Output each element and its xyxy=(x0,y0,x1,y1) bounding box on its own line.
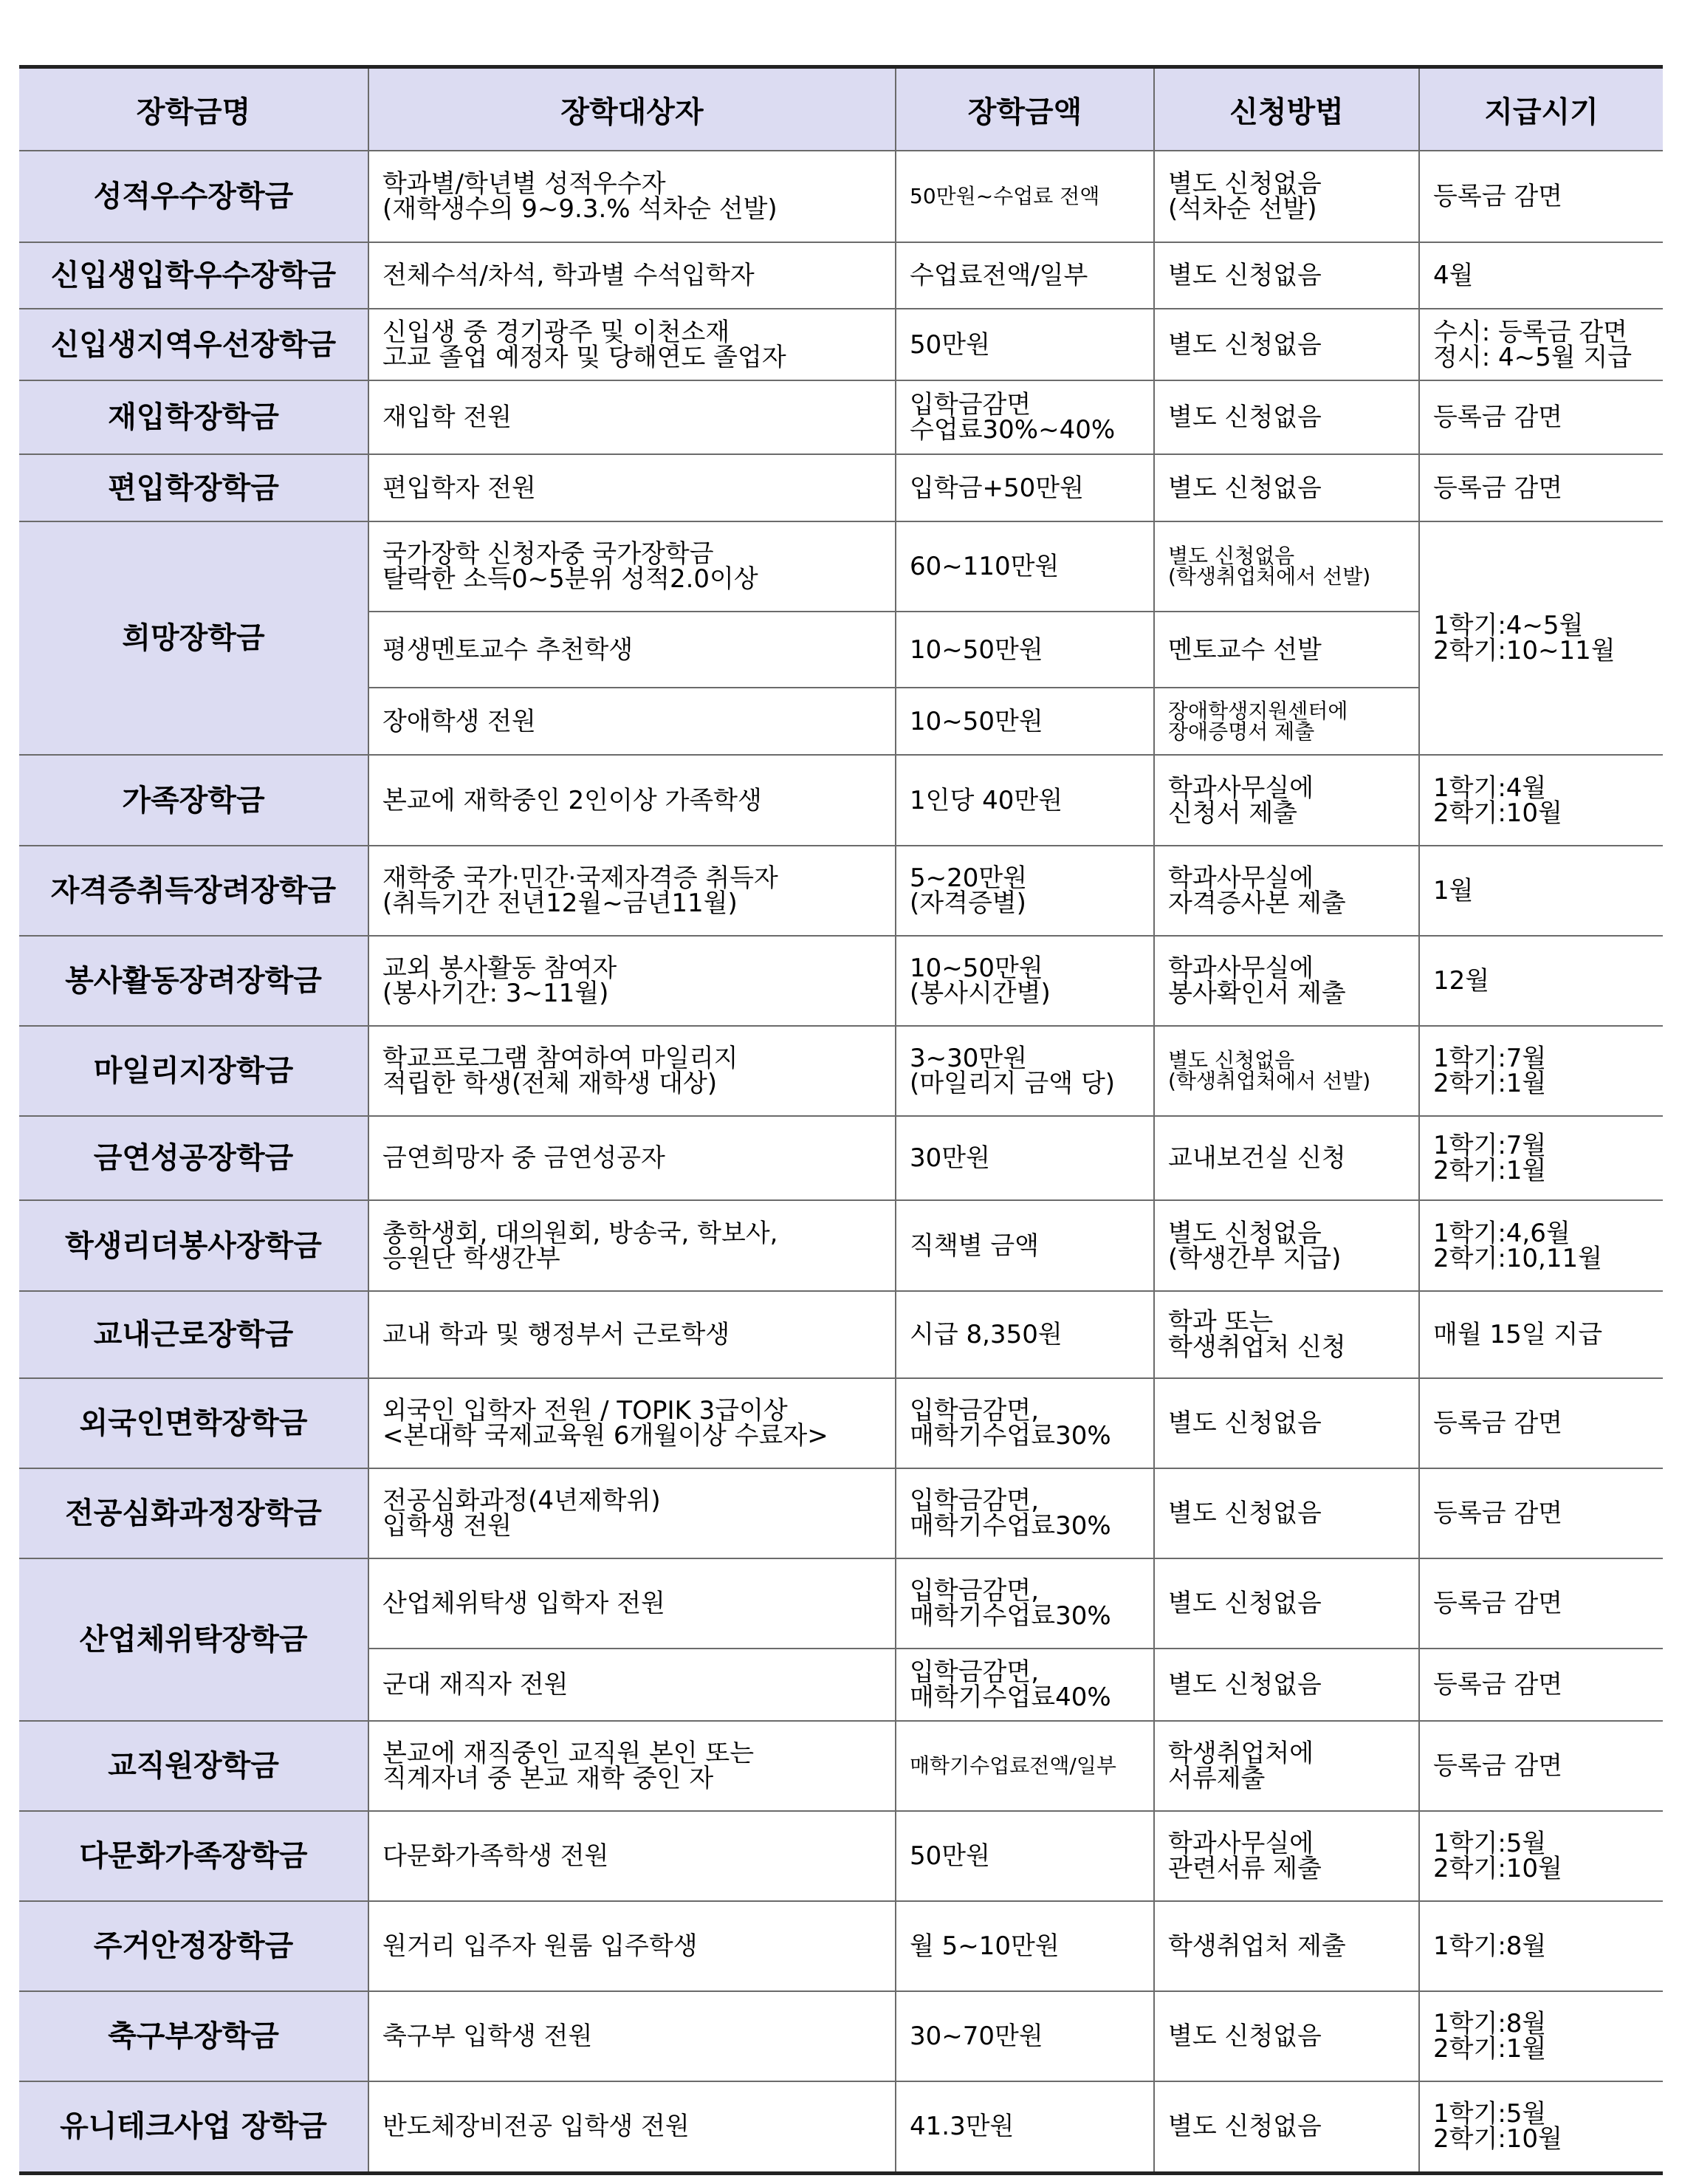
timing-cell: 1학기:5월 2학기:10월 xyxy=(1419,1811,1663,1901)
method-cell: 별도 신청없음 xyxy=(1154,1649,1419,1721)
header-row xyxy=(19,67,1663,151)
method-cell: 별도 신청없음 xyxy=(1154,380,1419,454)
timing-cell: 등록금 감면 xyxy=(1419,1378,1663,1468)
amount-cell: 입학금감면, 매학기수업료30% xyxy=(896,1558,1154,1649)
scholarship-name: 전공심화과정장학금 xyxy=(19,1468,368,1558)
amount-cell: 41.3만원 xyxy=(896,2081,1154,2173)
timing-cell: 1학기:4~5월 2학기:10~11월 xyxy=(1419,521,1663,755)
table-row xyxy=(19,1291,1663,1378)
method-cell: 학과사무실에 관련서류 제출 xyxy=(1154,1811,1419,1901)
target-cell: 신입생 중 경기광주 및 이천소재 고교 졸업 예정자 및 당해연도 졸업자 xyxy=(368,309,896,380)
method-cell: 별도 신청없음 xyxy=(1154,309,1419,380)
method-cell: 별도 신청없음 xyxy=(1154,1991,1419,2081)
header-amount: 장학금액 xyxy=(896,67,1154,151)
target-cell: 반도체장비전공 입학생 전원 xyxy=(368,2081,896,2173)
method-cell: 학과사무실에 자격증사본 제출 xyxy=(1154,846,1419,936)
table-row xyxy=(19,1558,1663,1649)
scholarship-name: 편입학장학금 xyxy=(19,454,368,521)
target-cell: 학과별/학년별 성적우수자 (재학생수의 9~9.3.% 석차순 선발) xyxy=(368,151,896,242)
table-row xyxy=(19,1991,1663,2081)
timing-cell: 4월 xyxy=(1419,242,1663,309)
amount-cell: 30~70만원 xyxy=(896,1991,1154,2081)
target-cell: 국가장학 신청자중 국가장학금 탈락한 소득0~5분위 성적2.0이상 xyxy=(368,521,896,612)
target-cell: 평생멘토교수 추천학생 xyxy=(368,612,896,688)
scholarship-name: 자격증취득장려장학금 xyxy=(19,846,368,936)
target-cell: 외국인 입학자 전원 / TOPIK 3급이상 <본대학 국제교육원 6개월이상 수료자> xyxy=(368,1378,896,1468)
method-cell: 별도 신청없음 xyxy=(1154,454,1419,521)
scholarship-name: 교내근로장학금 xyxy=(19,1291,368,1378)
target-cell: 학교프로그램 참여하여 마일리지 적립한 학생(전체 재학생 대상) xyxy=(368,1026,896,1116)
scholarship-name: 희망장학금 xyxy=(19,521,368,755)
table-row xyxy=(19,1468,1663,1558)
table-row xyxy=(19,1200,1663,1291)
method-cell: 별도 신청없음 (학생간부 지급) xyxy=(1154,1200,1419,1291)
target-cell: 전공심화과정(4년제학위) 입학생 전원 xyxy=(368,1468,896,1558)
target-cell: 다문화가족학생 전원 xyxy=(368,1811,896,1901)
table-row xyxy=(19,1378,1663,1468)
target-cell: 전체수석/차석, 학과별 수석입학자 xyxy=(368,242,896,309)
table-row xyxy=(19,1901,1663,1991)
method-cell: 학생취업처 제출 xyxy=(1154,1901,1419,1991)
timing-cell: 등록금 감면 xyxy=(1419,1558,1663,1649)
amount-cell: 수업료전액/일부 xyxy=(896,242,1154,309)
timing-cell: 1학기:4월 2학기:10월 xyxy=(1419,755,1663,846)
table-row xyxy=(19,1721,1663,1811)
table-row xyxy=(19,454,1663,521)
timing-cell: 1학기:5월 2학기:10월 xyxy=(1419,2081,1663,2173)
target-cell: 재학중 국가·민간·국제자격증 취득자 (취득기간 전년12월~금년11월) xyxy=(368,846,896,936)
method-cell: 학생취업처에 서류제출 xyxy=(1154,1721,1419,1811)
scholarship-name: 가족장학금 xyxy=(19,755,368,846)
timing-cell: 수시: 등록금 감면 정시: 4~5월 지급 xyxy=(1419,309,1663,380)
amount-cell: 10~50만원 xyxy=(896,612,1154,688)
target-cell: 편입학자 전원 xyxy=(368,454,896,521)
scholarship-name: 외국인면학장학금 xyxy=(19,1378,368,1468)
target-cell: 산업체위탁생 입학자 전원 xyxy=(368,1558,896,1649)
table-row xyxy=(19,755,1663,846)
timing-cell: 1학기:7월 2학기:1월 xyxy=(1419,1116,1663,1200)
table-row xyxy=(19,242,1663,309)
scholarship-table xyxy=(19,65,1663,2175)
timing-cell: 등록금 감면 xyxy=(1419,1468,1663,1558)
scholarship-name: 금연성공장학금 xyxy=(19,1116,368,1200)
table-row xyxy=(19,2081,1663,2173)
amount-cell: 10~50만원 (봉사시간별) xyxy=(896,936,1154,1026)
amount-cell: 10~50만원 xyxy=(896,688,1154,755)
amount-cell: 입학금감면 수업료30%~40% xyxy=(896,380,1154,454)
method-cell: 학과사무실에 봉사확인서 제출 xyxy=(1154,936,1419,1026)
target-cell: 본교에 재직중인 교직원 본인 또는 직계자녀 중 본교 재학 중인 자 xyxy=(368,1721,896,1811)
scholarship-name: 학생리더봉사장학금 xyxy=(19,1200,368,1291)
table-row xyxy=(19,1116,1663,1200)
amount-cell: 50만원 xyxy=(896,1811,1154,1901)
method-cell: 별도 신청없음 (학생취업처에서 선발) xyxy=(1154,521,1419,612)
header-name: 장학금명 xyxy=(19,67,368,151)
amount-cell: 5~20만원 (자격증별) xyxy=(896,846,1154,936)
amount-cell: 매학기수업료전액/일부 xyxy=(896,1721,1154,1811)
table-row xyxy=(19,151,1663,242)
target-cell: 원거리 입주자 원룸 입주학생 xyxy=(368,1901,896,1991)
amount-cell: 입학금감면, 매학기수업료30% xyxy=(896,1468,1154,1558)
table-row xyxy=(19,846,1663,936)
amount-cell: 직책별 금액 xyxy=(896,1200,1154,1291)
scholarship-name: 교직원장학금 xyxy=(19,1721,368,1811)
timing-cell: 등록금 감면 xyxy=(1419,380,1663,454)
method-cell: 별도 신청없음 (학생취업처에서 선발) xyxy=(1154,1026,1419,1116)
table-row xyxy=(19,936,1663,1026)
timing-cell: 1학기:8월 xyxy=(1419,1901,1663,1991)
table-row xyxy=(19,1811,1663,1901)
amount-cell: 30만원 xyxy=(896,1116,1154,1200)
scholarship-name: 유니테크사업 장학금 xyxy=(19,2081,368,2173)
timing-cell: 매월 15일 지급 xyxy=(1419,1291,1663,1378)
timing-cell: 1학기:4,6월 2학기:10,11월 xyxy=(1419,1200,1663,1291)
target-cell: 교외 봉사활동 참여자 (봉사기간: 3~11월) xyxy=(368,936,896,1026)
target-cell: 장애학생 전원 xyxy=(368,688,896,755)
timing-cell: 등록금 감면 xyxy=(1419,454,1663,521)
scholarship-name: 다문화가족장학금 xyxy=(19,1811,368,1901)
amount-cell: 시급 8,350원 xyxy=(896,1291,1154,1378)
target-cell: 군대 재직자 전원 xyxy=(368,1649,896,1721)
target-cell: 축구부 입학생 전원 xyxy=(368,1991,896,2081)
timing-cell: 등록금 감면 xyxy=(1419,151,1663,242)
method-cell: 교내보건실 신청 xyxy=(1154,1116,1419,1200)
scholarship-name: 산업체위탁장학금 xyxy=(19,1558,368,1721)
target-cell: 교내 학과 및 행정부서 근로학생 xyxy=(368,1291,896,1378)
scholarship-name: 마일리지장학금 xyxy=(19,1026,368,1116)
target-cell: 금연희망자 중 금연성공자 xyxy=(368,1116,896,1200)
method-cell: 별도 신청없음 xyxy=(1154,1558,1419,1649)
table-row xyxy=(19,521,1663,612)
timing-cell: 12월 xyxy=(1419,936,1663,1026)
scholarship-name: 신입생입학우수장학금 xyxy=(19,242,368,309)
table-row xyxy=(19,1026,1663,1116)
target-cell: 재입학 전원 xyxy=(368,380,896,454)
timing-cell: 1학기:8월 2학기:1월 xyxy=(1419,1991,1663,2081)
target-cell: 본교에 재학중인 2인이상 가족학생 xyxy=(368,755,896,846)
header-target: 장학대상자 xyxy=(368,67,896,151)
scholarship-name: 성적우수장학금 xyxy=(19,151,368,242)
target-cell: 총학생회, 대의원회, 방송국, 학보사, 응원단 학생간부 xyxy=(368,1200,896,1291)
method-cell: 멘토교수 선발 xyxy=(1154,612,1419,688)
scholarship-name: 주거안정장학금 xyxy=(19,1901,368,1991)
header-method: 신청방법 xyxy=(1154,67,1419,151)
header-timing: 지급시기 xyxy=(1419,67,1663,151)
method-cell: 별도 신청없음 (석차순 선발) xyxy=(1154,151,1419,242)
timing-cell: 1월 xyxy=(1419,846,1663,936)
method-cell: 학과사무실에 신청서 제출 xyxy=(1154,755,1419,846)
timing-cell: 등록금 감면 xyxy=(1419,1649,1663,1721)
amount-cell: 1인당 40만원 xyxy=(896,755,1154,846)
scholarship-name: 재입학장학금 xyxy=(19,380,368,454)
amount-cell: 3~30만원 (마일리지 금액 당) xyxy=(896,1026,1154,1116)
method-cell: 장애학생지원센터에 장애증명서 제출 xyxy=(1154,688,1419,755)
amount-cell: 입학금감면, 매학기수업료40% xyxy=(896,1649,1154,1721)
method-cell: 별도 신청없음 xyxy=(1154,242,1419,309)
method-cell: 별도 신청없음 xyxy=(1154,1468,1419,1558)
amount-cell: 50만원~수업료 전액 xyxy=(896,151,1154,242)
scholarship-name: 봉사활동장려장학금 xyxy=(19,936,368,1026)
scholarship-name: 축구부장학금 xyxy=(19,1991,368,2081)
timing-cell: 등록금 감면 xyxy=(1419,1721,1663,1811)
method-cell: 학과 또는 학생취업처 신청 xyxy=(1154,1291,1419,1378)
timing-cell: 1학기:7월 2학기:1월 xyxy=(1419,1026,1663,1116)
method-cell: 별도 신청없음 xyxy=(1154,2081,1419,2173)
table-row xyxy=(19,309,1663,380)
amount-cell: 월 5~10만원 xyxy=(896,1901,1154,1991)
amount-cell: 입학금+50만원 xyxy=(896,454,1154,521)
scholarship-name: 신입생지역우선장학금 xyxy=(19,309,368,380)
table-row xyxy=(19,380,1663,454)
amount-cell: 60~110만원 xyxy=(896,521,1154,612)
amount-cell: 50만원 xyxy=(896,309,1154,380)
amount-cell: 입학금감면, 매학기수업료30% xyxy=(896,1378,1154,1468)
method-cell: 별도 신청없음 xyxy=(1154,1378,1419,1468)
